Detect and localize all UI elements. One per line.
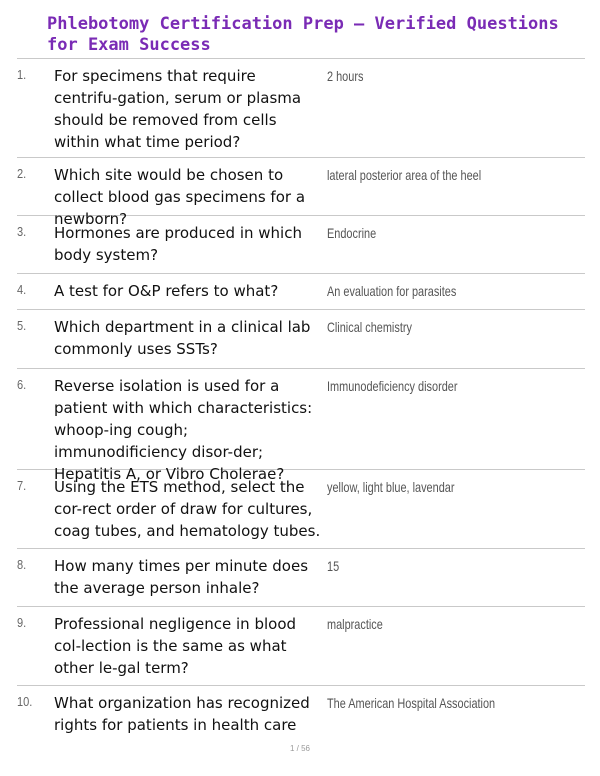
list-item: [17, 310, 585, 369]
question-number: 2.: [17, 166, 27, 181]
list-item: [17, 369, 585, 483]
list-item: [17, 607, 585, 686]
page-indicator: 1 / 56: [289, 744, 310, 753]
question-number: 3.: [17, 224, 27, 239]
question-text: A test for O&P refers to what?: [54, 282, 279, 300]
answer-text: Clinical chemistry: [327, 319, 412, 335]
question-list: [17, 58, 585, 738]
answer-text: Endocrine: [327, 225, 377, 241]
list-item: [17, 686, 585, 738]
list-item: [17, 274, 585, 310]
question-text: Which site would be chosen to collect blood gas specimens for a newborn?: [54, 166, 306, 228]
answer-text: 15: [327, 558, 340, 574]
question-text: Which department in a clinical lab commonly uses SSTs?: [54, 318, 311, 358]
question-number: 6.: [17, 377, 27, 392]
question-text: Hormones are produced in which body system?: [54, 224, 302, 264]
answer-text: 2 hours: [327, 68, 364, 84]
question-text: What organization has recognized rights for patients in health care: [54, 694, 310, 734]
question-text: Professional negligence in blood col-lection is the same as what other le-gal term?: [54, 615, 297, 677]
question-number: 1.: [17, 67, 27, 82]
answer-text: The American Hospital Association: [327, 695, 496, 711]
question-number: 8.: [17, 557, 27, 572]
list-item: [17, 216, 585, 274]
answer-text: yellow, light blue, lavendar: [327, 479, 455, 495]
answer-text: Immunodeficiency disorder: [327, 378, 458, 394]
document-title: Phlebotomy Certification Prep – Verified Questions for Exam Success: [47, 14, 559, 55]
answer-text: An evaluation for parasites: [327, 283, 457, 299]
question-number: 10.: [17, 694, 33, 709]
question-text: How many times per minute does the average person inhale?: [54, 557, 309, 597]
question-text: Reverse isolation is used for a patient with which characteristics: whoop-ing cough; immunodificiency disor-der; Hepatitis A, or Vibro Cholerae?: [54, 377, 313, 483]
list-item: [17, 158, 585, 228]
question-number: 5.: [17, 318, 27, 333]
question-text: Using the ETS method, select the cor-rect order of draw for cultures, coag tubes, and hematology tubes.: [54, 478, 321, 540]
answer-text: malpractice: [327, 616, 383, 632]
answer-text: lateral posterior area of the heel: [327, 167, 482, 183]
question-number: 7.: [17, 478, 27, 493]
list-item: [17, 549, 585, 607]
list-item: [17, 58, 585, 158]
list-item: [17, 470, 585, 549]
question-number: 4.: [17, 282, 27, 297]
question-text: For specimens that require centrifu-gation, serum or plasma should be removed from cells within what time period?: [54, 67, 302, 151]
question-number: 9.: [17, 615, 27, 630]
